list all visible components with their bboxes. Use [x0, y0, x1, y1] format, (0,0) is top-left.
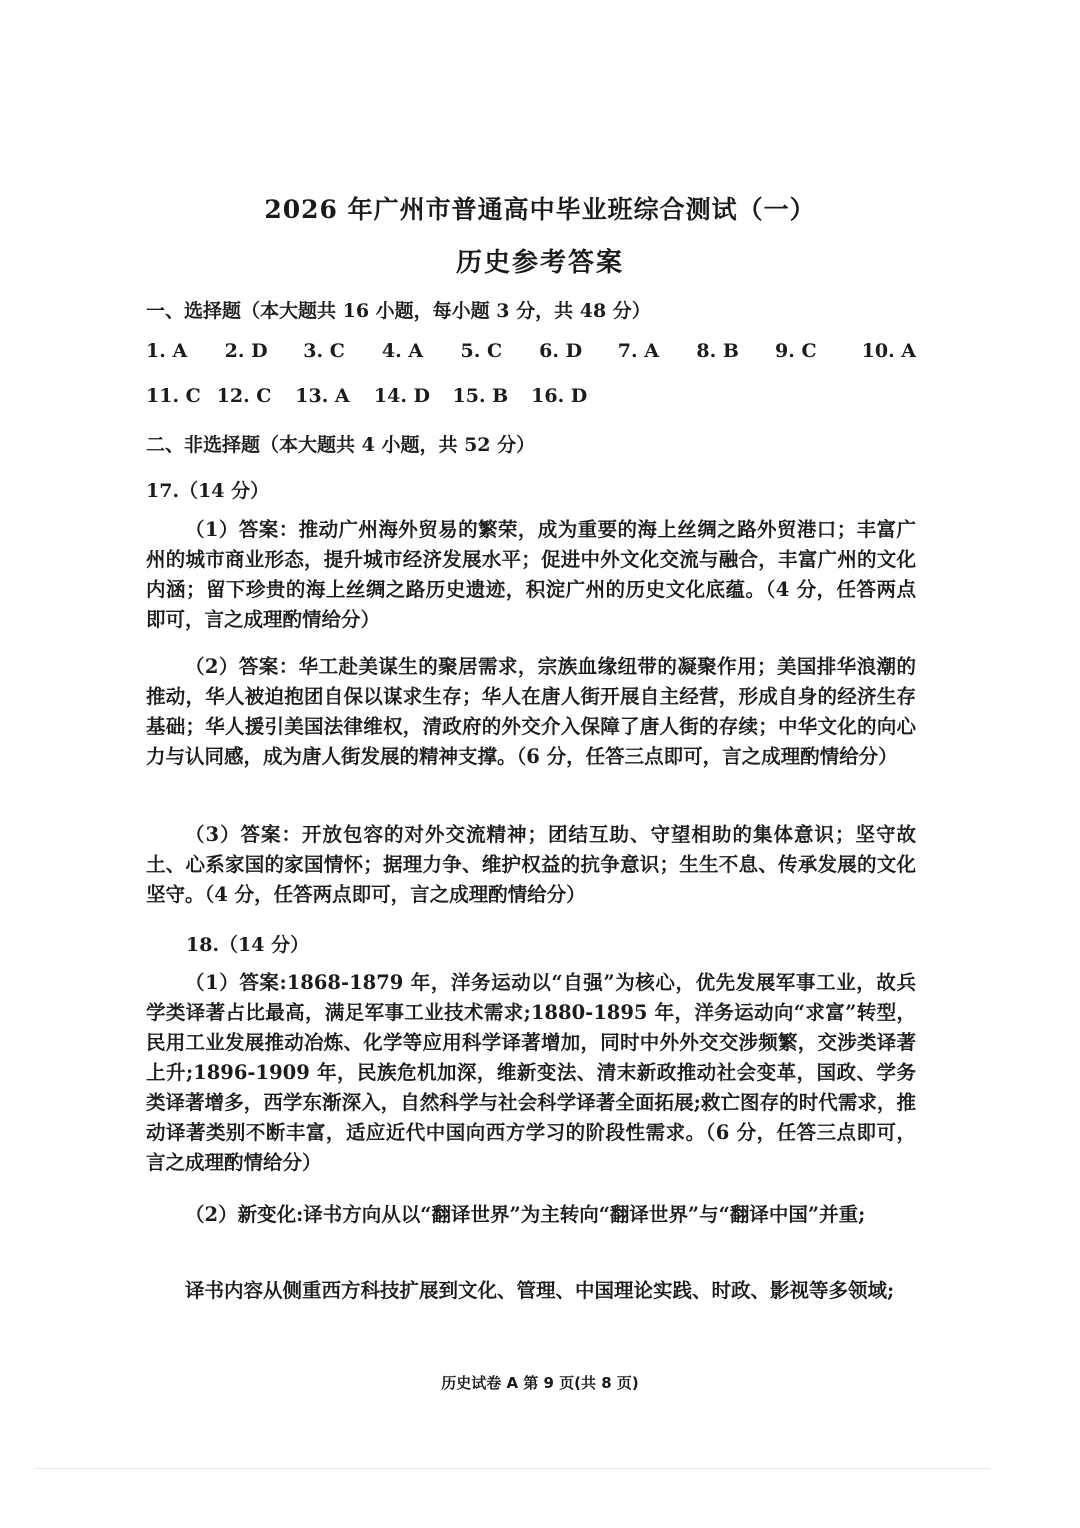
answer-item: 2. D	[224, 340, 268, 362]
answer-item: 3. C	[303, 340, 345, 362]
answer-item: 9. C	[775, 340, 817, 362]
page-subtitle: 历史参考答案	[455, 248, 624, 278]
q18-answer-3: 译书内容从侧重西方科技扩展到文化、管理、中国理论实践、时政、影视等多领域;	[185, 1279, 895, 1302]
answer-item: 12. C	[216, 385, 272, 407]
answer-item: 1. A	[146, 340, 188, 362]
section2-heading: 二、非选择题（本大题共 4 小题，共 52 分）	[146, 434, 536, 456]
page-footer: 历史试卷 A 第 9 页(共 8 页)	[441, 1374, 639, 1392]
q18-answer-2: （2）新变化:译书方向从以“翻译世界”为主转向“翻译世界”与“翻译中国”并重;	[185, 1203, 866, 1226]
answer-item: 5. C	[460, 340, 503, 362]
q18-label: 18.（14 分）	[186, 934, 310, 956]
answer-item: 11. C	[146, 385, 201, 407]
answer-item: 14. D	[373, 385, 431, 407]
answers-row-1	[146, 340, 916, 362]
answer-item: 4. A	[381, 340, 424, 362]
answer-item: 13. A	[295, 385, 350, 407]
answers-row-2	[146, 385, 587, 407]
answer-item: 10. A	[861, 340, 917, 362]
answer-item: 6. D	[539, 340, 583, 362]
q17-label: 17.（14 分）	[146, 480, 270, 502]
q17-answer-3: （3）答案：开放包容的对外交流精神；团结互助、守望相助的集体意识；坚守故土、心系家国的家国情怀；据理力争、维护权益的抗争意识；生生不息、传承发展的文化坚守。（4 分，任答两点即可，言之成理酌情给分）	[146, 823, 916, 906]
section1-heading: 一、选择题（本大题共 16 小题，每小题 3 分，共 48 分）	[146, 300, 651, 322]
answer-item: 16. D	[531, 385, 588, 407]
bottom-divider	[36, 1468, 990, 1469]
page-title: 2026 年广州市普通高中毕业班综合测试（一）	[264, 195, 816, 224]
q18-answer-1: （1）答案:1868-1879 年，洋务运动以“自强”为核心，优先发展军事工业，故兵学类译著占比最高，满足军事工业技术需求;1880-1895 年，洋务运动向“求富”转型，民用工业发展推动冶炼、化学等应用科学译著增加，同时中外外交交涉频繁，交涉类译著上升;1896-1909 年，民族危机加深，维新变法、清末新政推动社会变革，国政、学务类译著增多，西学东渐深入，自然科学与社会科学译著全面拓展;救亡图存的时代需求，推动译著类别不断丰富，适应近代中国向西方学习的阶段性需求。（6 分，任答三点即可，言之成理酌情给分）	[146, 971, 916, 1174]
answer-item: 15. B	[452, 385, 509, 407]
q17-answer-1: （1）答案：推动广州海外贸易的繁荣，成为重要的海上丝绸之路外贸港口；丰富广州的城市商业形态，提升城市经济发展水平；促进中外文化交流与融合，丰富广州的文化内涵；留下珍贵的海上丝绸之路历史遗迹，积淀广州的历史文化底蕴。（4 分，任答两点即可，言之成理酌情给分）	[146, 518, 916, 631]
q17-answer-2: （2）答案：华工赴美谋生的聚居需求，宗族血缘纽带的凝聚作用；美国排华浪潮的推动，华人被迫抱团自保以谋求生存；华人在唐人街开展自主经营，形成自身的经济生存基础；华人援引美国法律维权，清政府的外交介入保障了唐人街的存续；中华文化的向心力与认同感，成为唐人街发展的精神支撑。（6 分，任答三点即可，言之成理酌情给分）	[146, 655, 916, 768]
answer-item: 8. B	[696, 340, 739, 362]
answer-item: 7. A	[617, 340, 659, 362]
